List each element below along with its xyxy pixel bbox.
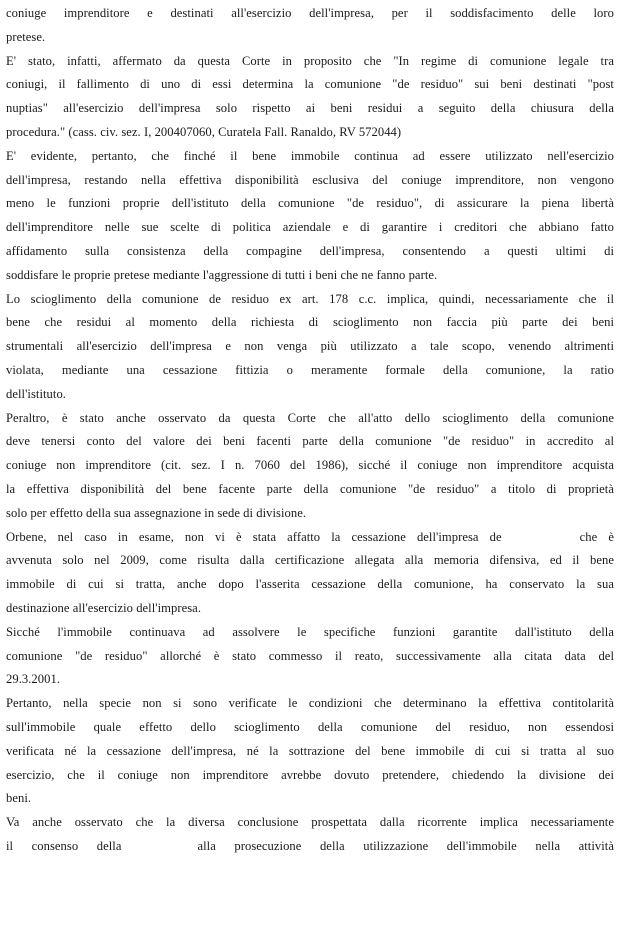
text-line: 29.3.2001. — [6, 672, 61, 687]
paragraph-9 — [6, 811, 614, 859]
text-line: violata, mediante una cessazione fittizia o meramente formale della comunione, la ratio — [6, 362, 614, 377]
text-line: coniuge imprenditore e destinati all'esercizio dell'impresa, per il soddisfacimento delle loro — [6, 6, 614, 20]
text-line: E' evidente, pertanto, che finché il bene immobile continua ad essere utilizzato nell'esercizio — [6, 148, 614, 163]
paragraph-6 — [6, 526, 614, 621]
text-line: beni. — [6, 791, 32, 806]
paragraph-8 — [6, 692, 614, 811]
text-line: dell'imprenditore nelle sue scelte di politica aziendale e di garantire i creditori che abbiano fatto — [6, 220, 614, 235]
text-segment: Orbene, nel caso in esame, non vi è stata affatto la cessazione dell'impresa de — [6, 529, 502, 544]
text-line: meno le funzioni proprie dell'istituto della comunione "de residuo", di assicurare la piena libertà — [6, 196, 614, 211]
text-line: Sicché l'immobile continuava ad assolvere le specifiche funzioni garantite dall'istituto della — [6, 624, 614, 639]
text-line: E' stato, infatti, affermato da questa Corte in proposito che "In regime di comunione legale tra — [6, 53, 614, 68]
text-line: soddisfare le proprie pretese mediante l'aggressione di tutti i beni che ne fanno parte. — [6, 267, 438, 282]
text-segment: che è — [579, 529, 614, 544]
text-line: destinazione all'esercizio dell'impresa. — [6, 600, 202, 615]
document-body — [6, 2, 614, 859]
text-segment: alla prosecuzione della utilizzazione dell'immobile nella attività — [197, 838, 614, 853]
paragraph-2 — [6, 50, 614, 145]
text-line: dell'impresa, restando nella effettiva disponibilità esclusiva del coniuge imprenditore, non vengono — [6, 172, 614, 187]
paragraph-5 — [6, 407, 614, 526]
text-line: immobile di cui si tratta, anche dopo l'asserita cessazione della comunione, ha conservato la sua — [6, 577, 614, 592]
text-line-with-redaction — [6, 835, 614, 859]
text-line: strumentali all'esercizio dell'impresa e non venga più utilizzato a tale scopo, venendo altrimenti — [6, 339, 614, 354]
text-line: comunione "de residuo" allorché è stato commesso il reato, successivamente alla citata data del — [6, 648, 614, 663]
text-line: verificata né la cessazione dell'impresa, né la sottrazione del bene immobile di cui si tratta al suo — [6, 743, 614, 758]
text-line: bene che residui al momento della richiesta di scioglimento non faccia più parte dei beni — [6, 315, 614, 330]
text-line: Va anche osservato che la diversa conclusione prospettata dalla ricorrente implica necessariamente — [6, 815, 614, 830]
paragraph-7 — [6, 621, 614, 692]
text-line: esercizio, che il coniuge non imprenditore avrebbe dovuto pretendere, chiedendo la divisione dei — [6, 767, 614, 782]
text-line-with-redaction — [6, 526, 614, 550]
text-line: sull'immobile quale effetto dello scioglimento della comunione del residuo, non essendosi — [6, 719, 614, 734]
text-line: affidamento sulla consistenza della compagine dell'impresa, consentendo a questi ultimi di — [6, 243, 614, 258]
paragraph-1 — [6, 2, 614, 50]
text-line: dell'istituto. — [6, 386, 66, 401]
text-line: deve tenersi conto del valore dei beni facenti parte della comunione "de residuo" in accredito al — [6, 434, 614, 449]
text-line: procedura." (cass. civ. sez. I, 200407060, Curatela Fall. Ranaldo, RV 572044) — [6, 124, 402, 139]
text-line: nuptias" all'esercizio dell'impresa solo rispetto ai beni residui a seguito della chiusura della — [6, 101, 614, 116]
text-line: solo per effetto della sua assegnazione in sede di divisione. — [6, 505, 307, 520]
text-segment: il consenso della — [6, 838, 122, 853]
text-line: Peraltro, è stato anche osservato da questa Corte che all'atto dello scioglimento della comunione — [6, 410, 614, 425]
text-line: Lo scioglimento della comunione de residuo ex art. 178 c.c. implica, quindi, necessariamente che il — [6, 291, 614, 306]
text-line: la effettiva disponibilità del bene facente parte della comunione "de residuo" a titolo di proprietà — [6, 481, 614, 496]
text-line: avvenuta solo nel 2009, come risulta dalla certificazione allegata alla memoria difensiva, ed il bene — [6, 553, 614, 568]
text-line: coniuge non imprenditore (cit. sez. I n. 7060 del 1986), sicché il coniuge non imprenditore acquista — [6, 458, 614, 473]
text-line: pretese. — [6, 29, 46, 44]
paragraph-3 — [6, 145, 614, 288]
text-line: Pertanto, nella specie non si sono verificate le condizioni che determinano la effettiva contitolarità — [6, 696, 614, 711]
text-line: coniugi, il fallimento di uno di essi determina la comunione "de residuo" sui beni destinati "post — [6, 77, 614, 92]
paragraph-4 — [6, 288, 614, 407]
